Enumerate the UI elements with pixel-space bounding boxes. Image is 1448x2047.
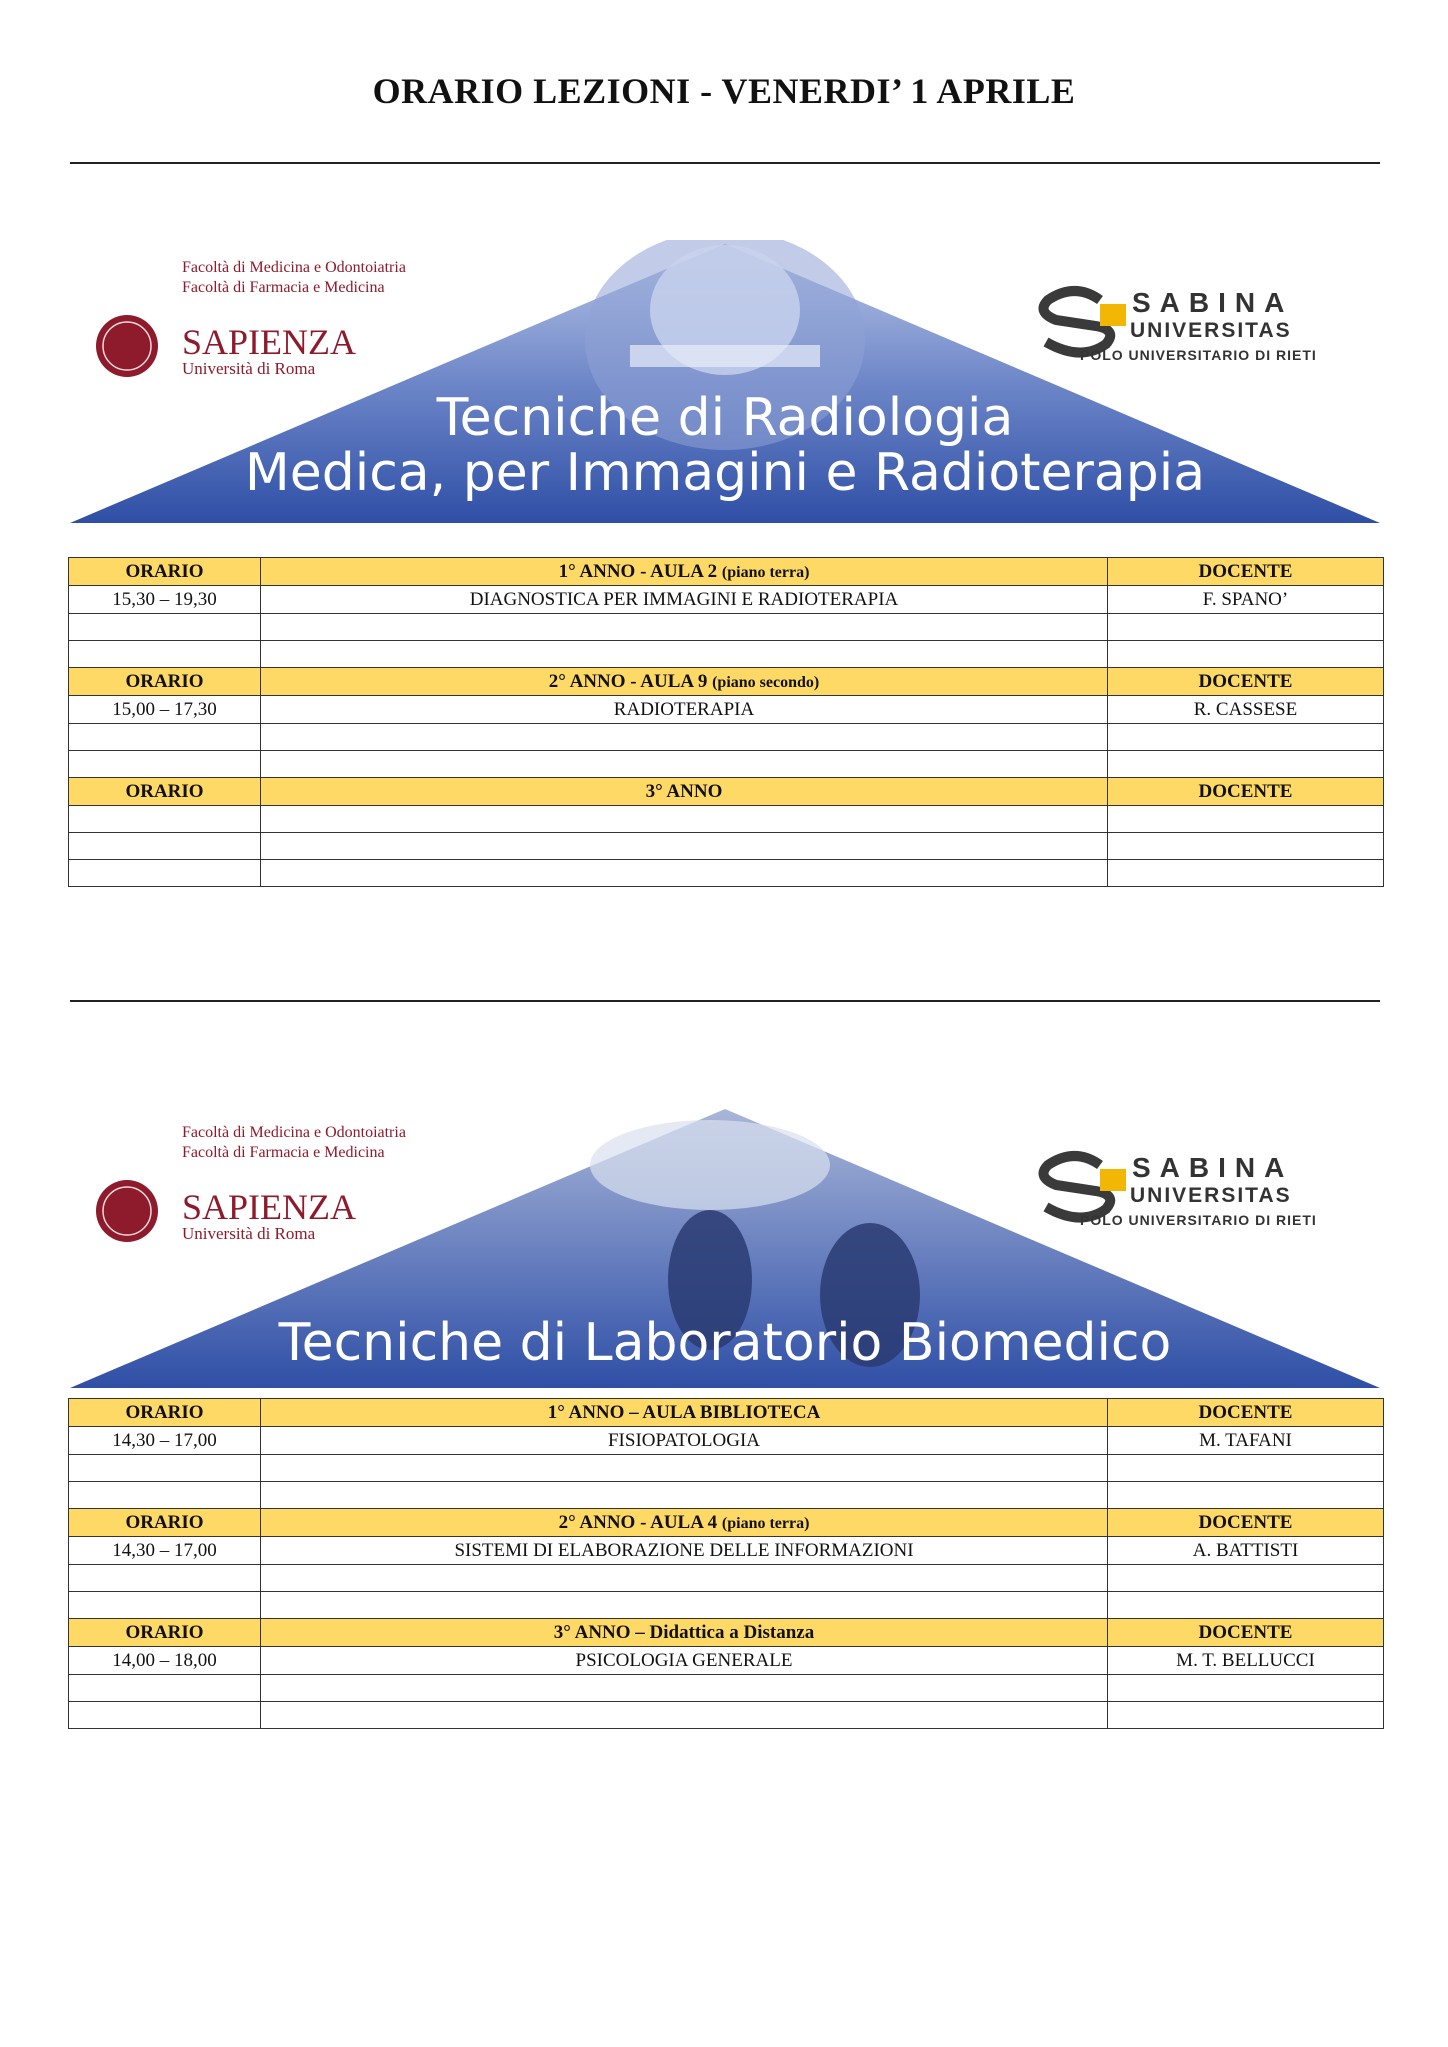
banner-graphic: [70, 1105, 1380, 1390]
cell-materia: [261, 614, 1108, 641]
sabina-wordmark: SABINA: [1132, 1152, 1294, 1183]
universitas-wordmark: UNIVERSITAS: [1130, 1184, 1292, 1207]
cell-docente: [1108, 1592, 1384, 1619]
cell-materia: PSICOLOGIA GENERALE: [261, 1647, 1108, 1675]
cell-orario: [69, 1592, 261, 1619]
faculty-line2: Facoltà di Farmacia e Medicina: [182, 1144, 385, 1161]
table-row: [69, 1592, 1384, 1619]
polo-subtitle: POLO UNIVERSITARIO DI RIETI: [1080, 347, 1317, 363]
course-title-line2: Medica, per Immagini e Radioterapia: [244, 443, 1206, 503]
table-row: [69, 1427, 1384, 1455]
header-anno: 3° ANNO: [261, 778, 1108, 806]
cell-materia: DIAGNOSTICA PER IMMAGINI E RADIOTERAPIA: [261, 586, 1108, 614]
faculty-line1: Facoltà di Medicina e Odontoiatria: [182, 1124, 406, 1141]
banner-graphic: [70, 240, 1380, 525]
sabina-logo: [1044, 287, 1317, 363]
header-anno: 3° ANNO – Didattica a Distanza: [261, 1619, 1108, 1647]
header-orario: ORARIO: [69, 1399, 261, 1427]
sapienza-seal-icon: [96, 1180, 158, 1242]
table-row: [69, 586, 1384, 614]
table-header-row: [69, 668, 1384, 696]
cell-orario: [69, 614, 261, 641]
sapienza-logo: [96, 259, 406, 378]
header-anno: 2° ANNO - AULA 4 (piano terra): [261, 1509, 1108, 1537]
table-row: [69, 1537, 1384, 1565]
divider: [70, 1000, 1380, 1002]
schedule-table-laboratorio: [68, 1398, 1384, 1729]
header-orario: ORARIO: [69, 1619, 261, 1647]
table-header-row: [69, 778, 1384, 806]
table-header-row: [69, 1619, 1384, 1647]
cell-materia: [261, 860, 1108, 887]
sapienza-wordmark: SAPIENZA: [182, 322, 357, 362]
course-banner-laboratorio: [70, 1105, 1380, 1390]
header-docente: DOCENTE: [1108, 668, 1384, 696]
cell-orario: 14,30 – 17,00: [69, 1427, 261, 1455]
cell-orario: [69, 1702, 261, 1729]
cell-materia: SISTEMI DI ELABORAZIONE DELLE INFORMAZIONI: [261, 1537, 1108, 1565]
cell-docente: [1108, 1565, 1384, 1592]
header-docente: DOCENTE: [1108, 1509, 1384, 1537]
cell-docente: [1108, 1455, 1384, 1482]
header-docente: DOCENTE: [1108, 1399, 1384, 1427]
cell-materia: [261, 1675, 1108, 1702]
cell-materia: [261, 724, 1108, 751]
cell-docente: [1108, 806, 1384, 833]
cell-materia: FISIOPATOLOGIA: [261, 1427, 1108, 1455]
cell-orario: [69, 1482, 261, 1509]
cell-docente: [1108, 1675, 1384, 1702]
cell-docente: [1108, 724, 1384, 751]
cell-docente: M. TAFANI: [1108, 1427, 1384, 1455]
sapienza-subtitle: Università di Roma: [182, 1224, 316, 1243]
cell-orario: [69, 641, 261, 668]
table-row: [69, 1675, 1384, 1702]
cell-docente: F. SPANO’: [1108, 586, 1384, 614]
cell-docente: [1108, 1482, 1384, 1509]
cell-orario: [69, 833, 261, 860]
cell-docente: M. T. BELLUCCI: [1108, 1647, 1384, 1675]
header-anno: 1° ANNO - AULA 2 (piano terra): [261, 558, 1108, 586]
table-header-row: [69, 558, 1384, 586]
cell-orario: [69, 1675, 261, 1702]
table-row: [69, 1482, 1384, 1509]
sapienza-wordmark: SAPIENZA: [182, 1187, 357, 1227]
sapienza-seal-icon: [96, 315, 158, 377]
cell-materia: [261, 1565, 1108, 1592]
cell-orario: [69, 1565, 261, 1592]
table-row: [69, 860, 1384, 887]
table-row: [69, 751, 1384, 778]
table-row: [69, 1565, 1384, 1592]
cell-docente: [1108, 860, 1384, 887]
cell-orario: [69, 860, 261, 887]
cell-docente: [1108, 614, 1384, 641]
cell-materia: RADIOTERAPIA: [261, 696, 1108, 724]
table-row: [69, 696, 1384, 724]
table-row: [69, 1455, 1384, 1482]
header-docente: DOCENTE: [1108, 558, 1384, 586]
header-docente: DOCENTE: [1108, 1619, 1384, 1647]
table-row: [69, 1702, 1384, 1729]
cell-docente: A. BATTISTI: [1108, 1537, 1384, 1565]
header-docente: DOCENTE: [1108, 778, 1384, 806]
cell-materia: [261, 1482, 1108, 1509]
cell-orario: 14,00 – 18,00: [69, 1647, 261, 1675]
table-row: [69, 806, 1384, 833]
book-icon: [1100, 1169, 1126, 1191]
cell-docente: [1108, 641, 1384, 668]
divider: [70, 162, 1380, 164]
course-title-line1: Tecniche di Radiologia: [436, 388, 1014, 448]
cell-orario: 15,30 – 19,30: [69, 586, 261, 614]
page-title: ORARIO LEZIONI - VENERDI’ 1 APRILE: [372, 71, 1076, 111]
scanner-bed: [630, 345, 820, 367]
face-shape: [590, 1120, 830, 1210]
cell-materia: [261, 641, 1108, 668]
cell-orario: [69, 724, 261, 751]
cell-orario: [69, 1455, 261, 1482]
faculty-line2: Facoltà di Farmacia e Medicina: [182, 279, 385, 296]
cell-docente: R. CASSESE: [1108, 696, 1384, 724]
cell-orario: 15,00 – 17,30: [69, 696, 261, 724]
table-header-row: [69, 1399, 1384, 1427]
course-banner-radiologia: [70, 240, 1380, 525]
book-icon: [1100, 304, 1126, 326]
cell-orario: [69, 806, 261, 833]
header-anno: 1° ANNO – AULA BIBLIOTECA: [261, 1399, 1108, 1427]
cell-materia: [261, 751, 1108, 778]
cell-materia: [261, 1592, 1108, 1619]
table-header-row: [69, 1509, 1384, 1537]
sapienza-logo: [96, 1124, 406, 1243]
cell-materia: [261, 806, 1108, 833]
schedule-table-radiologia: [68, 557, 1384, 887]
cell-materia: [261, 1702, 1108, 1729]
cell-docente: [1108, 751, 1384, 778]
universitas-wordmark: UNIVERSITAS: [1130, 319, 1292, 342]
table-row: [69, 641, 1384, 668]
table-row: [69, 614, 1384, 641]
sabina-wordmark: SABINA: [1132, 287, 1294, 318]
table-row: [69, 1647, 1384, 1675]
header-orario: ORARIO: [69, 778, 261, 806]
cell-materia: [261, 1455, 1108, 1482]
header-anno: 2° ANNO - AULA 9 (piano secondo): [261, 668, 1108, 696]
cell-docente: [1108, 1702, 1384, 1729]
table-row: [69, 833, 1384, 860]
sabina-logo: [1044, 1152, 1317, 1228]
header-orario: ORARIO: [69, 668, 261, 696]
faculty-line1: Facoltà di Medicina e Odontoiatria: [182, 259, 406, 276]
sapienza-subtitle: Università di Roma: [182, 359, 316, 378]
cell-orario: [69, 751, 261, 778]
table-row: [69, 724, 1384, 751]
polo-subtitle: POLO UNIVERSITARIO DI RIETI: [1080, 1212, 1317, 1228]
course-title-line1: Tecniche di Laboratorio Biomedico: [278, 1313, 1172, 1373]
cell-docente: [1108, 833, 1384, 860]
header-orario: ORARIO: [69, 1509, 261, 1537]
header-orario: ORARIO: [69, 558, 261, 586]
cell-orario: 14,30 – 17,00: [69, 1537, 261, 1565]
cell-materia: [261, 833, 1108, 860]
